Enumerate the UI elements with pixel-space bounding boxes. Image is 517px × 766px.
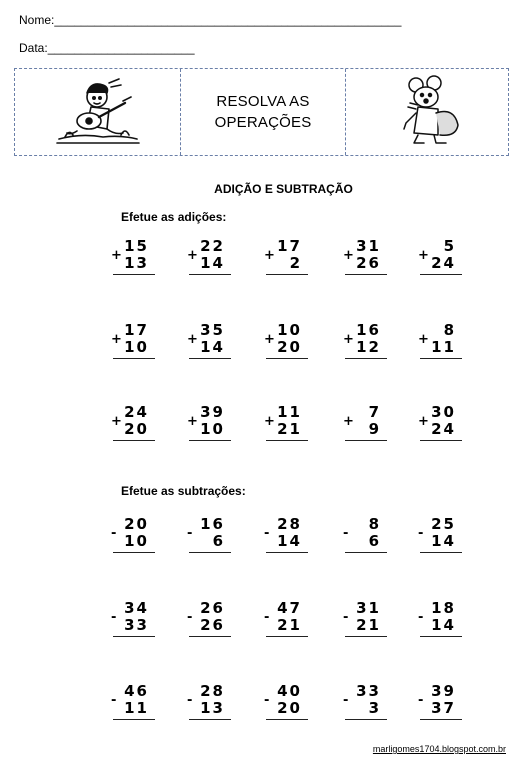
subtraction-problem bbox=[418, 681, 462, 725]
subtraction-problem bbox=[264, 598, 308, 642]
answer-line bbox=[345, 552, 387, 553]
plus-sign: + bbox=[187, 248, 198, 263]
top-number: 11 bbox=[277, 403, 302, 421]
subtraction-problem bbox=[187, 598, 231, 642]
bottom-number: 6 bbox=[368, 532, 381, 550]
addition-problem bbox=[418, 402, 462, 446]
plus-sign: + bbox=[111, 332, 122, 347]
addition-problem bbox=[111, 236, 155, 280]
answer-line bbox=[345, 274, 387, 275]
answer-line bbox=[113, 552, 155, 553]
top-number: 16 bbox=[200, 515, 225, 533]
answer-line bbox=[189, 274, 231, 275]
top-number: 16 bbox=[356, 321, 381, 339]
top-number: 39 bbox=[200, 403, 225, 421]
addition-problem bbox=[343, 320, 387, 364]
minus-sign: - bbox=[418, 610, 424, 625]
answer-line bbox=[420, 440, 462, 441]
addition-problem bbox=[264, 320, 308, 364]
answer-line bbox=[189, 719, 231, 720]
bottom-number: 20 bbox=[277, 699, 302, 717]
bottom-number: 11 bbox=[124, 699, 149, 717]
minus-sign: - bbox=[187, 526, 193, 541]
top-number: 31 bbox=[356, 237, 381, 255]
top-number: 26 bbox=[200, 599, 225, 617]
answer-line bbox=[420, 552, 462, 553]
bottom-number: 21 bbox=[356, 616, 381, 634]
footer-credit: marligomes1704.blogspot.com.br bbox=[372, 744, 506, 754]
bottom-number: 26 bbox=[200, 616, 225, 634]
addition-problem bbox=[111, 402, 155, 446]
plus-sign: + bbox=[111, 248, 122, 263]
top-number: 5 bbox=[443, 237, 456, 255]
header-cell-left bbox=[15, 69, 180, 155]
bottom-number: 20 bbox=[124, 420, 149, 438]
bottom-number: 21 bbox=[277, 616, 302, 634]
bottom-number: 3 bbox=[368, 699, 381, 717]
name-label: Nome: bbox=[19, 13, 55, 27]
answer-line bbox=[113, 358, 155, 359]
bottom-number: 2 bbox=[289, 254, 302, 272]
top-number: 8 bbox=[368, 515, 381, 533]
bottom-number: 24 bbox=[431, 420, 456, 438]
minus-sign: - bbox=[111, 526, 117, 541]
bottom-number: 14 bbox=[277, 532, 302, 550]
plus-sign: + bbox=[111, 414, 122, 429]
instruction-title bbox=[215, 91, 312, 133]
minus-sign: - bbox=[343, 526, 349, 541]
header-cell-right bbox=[345, 69, 508, 155]
top-number: 34 bbox=[124, 599, 149, 617]
bottom-number: 13 bbox=[200, 699, 225, 717]
addition-problem bbox=[111, 320, 155, 364]
answer-line bbox=[189, 440, 231, 441]
bottom-number: 14 bbox=[431, 532, 456, 550]
answer-line bbox=[266, 358, 308, 359]
answer-line bbox=[345, 719, 387, 720]
answer-line bbox=[420, 274, 462, 275]
header-cell-instruction bbox=[180, 69, 345, 155]
plus-sign: + bbox=[418, 248, 429, 263]
bottom-number: 9 bbox=[368, 420, 381, 438]
answer-line bbox=[189, 636, 231, 637]
bottom-number: 20 bbox=[277, 338, 302, 356]
plus-sign: + bbox=[418, 414, 429, 429]
addition-problem bbox=[418, 320, 462, 364]
bottom-number: 14 bbox=[200, 338, 225, 356]
cartoon-mouse-character-illustration bbox=[398, 73, 470, 147]
top-number: 25 bbox=[431, 515, 456, 533]
bottom-number: 12 bbox=[356, 338, 381, 356]
minus-sign: - bbox=[418, 526, 424, 541]
bottom-number: 24 bbox=[431, 254, 456, 272]
minus-sign: - bbox=[264, 526, 270, 541]
answer-line bbox=[420, 719, 462, 720]
subtraction-problem bbox=[264, 514, 308, 558]
bottom-number: 14 bbox=[431, 616, 456, 634]
plus-sign: + bbox=[187, 414, 198, 429]
plus-sign: + bbox=[343, 332, 354, 347]
bottom-number: 10 bbox=[200, 420, 225, 438]
plus-sign: + bbox=[264, 414, 275, 429]
top-number: 18 bbox=[431, 599, 456, 617]
answer-line bbox=[189, 358, 231, 359]
subtraction-problem bbox=[111, 514, 155, 558]
plus-sign: + bbox=[418, 332, 429, 347]
bottom-number: 11 bbox=[431, 338, 456, 356]
top-number: 40 bbox=[277, 682, 302, 700]
boy-playing-guitar-illustration bbox=[51, 77, 143, 149]
minus-sign: - bbox=[111, 610, 117, 625]
answer-line bbox=[266, 274, 308, 275]
answer-line bbox=[345, 358, 387, 359]
answer-line bbox=[266, 552, 308, 553]
top-number: 22 bbox=[200, 237, 225, 255]
subtraction-problem bbox=[343, 598, 387, 642]
top-number: 31 bbox=[356, 599, 381, 617]
top-number: 24 bbox=[124, 403, 149, 421]
top-number: 39 bbox=[431, 682, 456, 700]
minus-sign: - bbox=[343, 610, 349, 625]
subtraction-problem bbox=[264, 681, 308, 725]
bottom-number: 33 bbox=[124, 616, 149, 634]
addition-problem bbox=[264, 402, 308, 446]
answer-line bbox=[266, 636, 308, 637]
worksheet-title: ADIÇÃO E SUBTRAÇÃO bbox=[214, 182, 353, 196]
subtraction-problem bbox=[418, 598, 462, 642]
answer-line bbox=[266, 719, 308, 720]
addition-problem bbox=[418, 236, 462, 280]
top-number: 7 bbox=[368, 403, 381, 421]
header-table bbox=[14, 68, 509, 156]
top-number: 46 bbox=[124, 682, 149, 700]
answer-line bbox=[266, 440, 308, 441]
minus-sign: - bbox=[187, 610, 193, 625]
answer-line bbox=[113, 274, 155, 275]
top-number: 33 bbox=[356, 682, 381, 700]
date-blank-line: ______________________ bbox=[47, 41, 195, 55]
bottom-number: 10 bbox=[124, 532, 149, 550]
bottom-number: 26 bbox=[356, 254, 381, 272]
minus-sign: - bbox=[418, 693, 424, 708]
subtraction-problem bbox=[111, 598, 155, 642]
addition-problem bbox=[343, 402, 387, 446]
additions-heading: Efetue as adições: bbox=[121, 210, 227, 224]
minus-sign: - bbox=[111, 693, 117, 708]
addition-problem bbox=[343, 236, 387, 280]
top-number: 17 bbox=[277, 237, 302, 255]
top-number: 28 bbox=[200, 682, 225, 700]
answer-line bbox=[345, 440, 387, 441]
top-number: 20 bbox=[124, 515, 149, 533]
bottom-number: 6 bbox=[212, 532, 225, 550]
top-number: 15 bbox=[124, 237, 149, 255]
answer-line bbox=[113, 440, 155, 441]
answer-line bbox=[113, 636, 155, 637]
subtraction-problem bbox=[343, 681, 387, 725]
answer-line bbox=[113, 719, 155, 720]
answer-line bbox=[189, 552, 231, 553]
subtraction-problem bbox=[343, 514, 387, 558]
bottom-number: 13 bbox=[124, 254, 149, 272]
answer-line bbox=[345, 636, 387, 637]
top-number: 30 bbox=[431, 403, 456, 421]
subtraction-problem bbox=[187, 514, 231, 558]
answer-line bbox=[420, 636, 462, 637]
plus-sign: + bbox=[343, 414, 354, 429]
addition-problem bbox=[187, 320, 231, 364]
name-blank-line: ____________________________________________________ bbox=[54, 13, 402, 27]
addition-problem bbox=[264, 236, 308, 280]
minus-sign: - bbox=[343, 693, 349, 708]
top-number: 28 bbox=[277, 515, 302, 533]
subtraction-problem bbox=[187, 681, 231, 725]
subtractions-heading: Efetue as subtrações: bbox=[121, 484, 246, 498]
top-number: 10 bbox=[277, 321, 302, 339]
instruction-line-1: RESOLVA AS bbox=[216, 93, 310, 110]
plus-sign: + bbox=[264, 248, 275, 263]
addition-problem bbox=[187, 402, 231, 446]
plus-sign: + bbox=[264, 332, 275, 347]
plus-sign: + bbox=[343, 248, 354, 263]
minus-sign: - bbox=[264, 610, 270, 625]
plus-sign: + bbox=[187, 332, 198, 347]
subtraction-problem bbox=[111, 681, 155, 725]
bottom-number: 14 bbox=[200, 254, 225, 272]
date-field bbox=[19, 41, 195, 55]
top-number: 17 bbox=[124, 321, 149, 339]
addition-problem bbox=[187, 236, 231, 280]
minus-sign: - bbox=[187, 693, 193, 708]
bottom-number: 21 bbox=[277, 420, 302, 438]
bottom-number: 37 bbox=[431, 699, 456, 717]
top-number: 35 bbox=[200, 321, 225, 339]
bottom-number: 10 bbox=[124, 338, 149, 356]
subtraction-problem bbox=[418, 514, 462, 558]
minus-sign: - bbox=[264, 693, 270, 708]
answer-line bbox=[420, 358, 462, 359]
date-label: Data: bbox=[19, 41, 48, 55]
top-number: 47 bbox=[277, 599, 302, 617]
name-field bbox=[19, 13, 401, 27]
instruction-line-2: OPERAÇÕES bbox=[214, 114, 312, 131]
top-number: 8 bbox=[443, 321, 456, 339]
